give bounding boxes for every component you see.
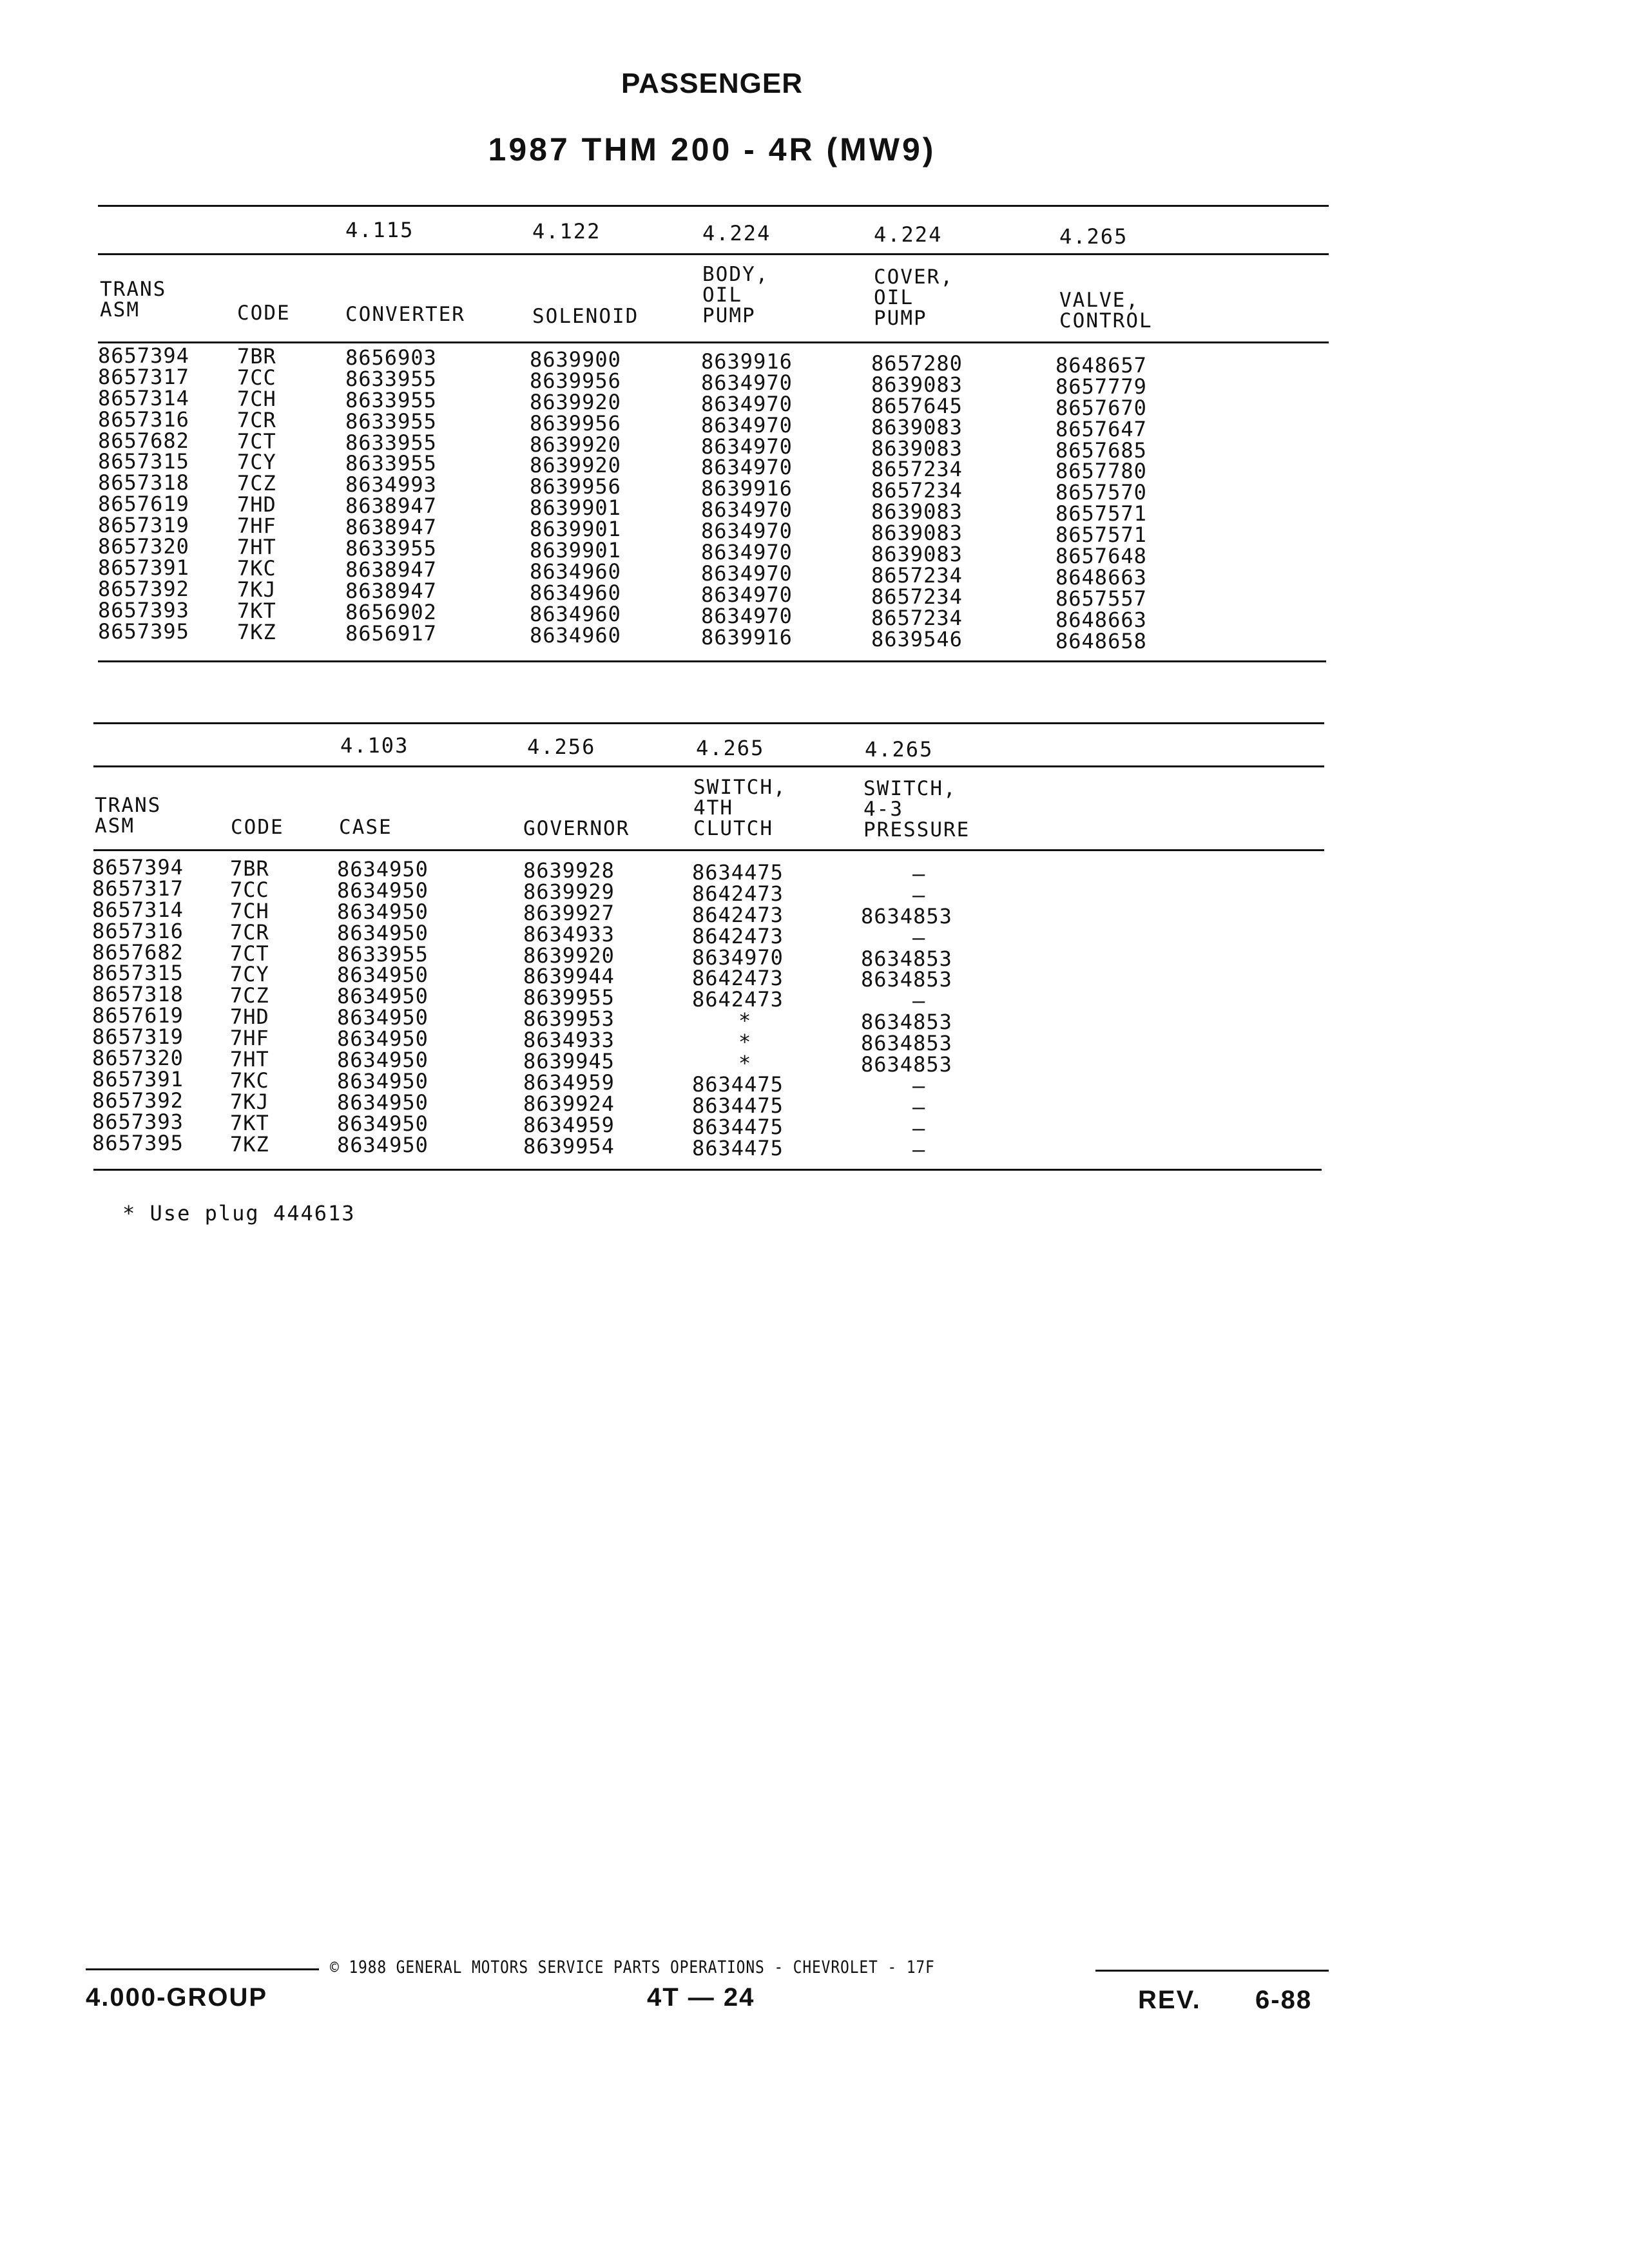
table-cell: 8634970 xyxy=(701,582,793,607)
table-cell: 7CR xyxy=(230,919,269,945)
table-cell: 8648663 xyxy=(1055,564,1147,590)
table-cell: 8639924 xyxy=(523,1091,615,1116)
table1-section-1: 4.115 xyxy=(345,218,414,242)
table-cell: 8657316 xyxy=(92,918,184,943)
table-cell: 8657571 xyxy=(1055,523,1147,548)
table-cell: – xyxy=(912,861,926,886)
table-cell: 8639083 xyxy=(871,414,963,439)
table-cell: 8657392 xyxy=(98,576,189,601)
table-cell: 8634933 xyxy=(523,1028,615,1053)
table-cell: 8639956 xyxy=(530,410,621,436)
table-cell: 8657393 xyxy=(98,597,189,622)
table-cell: 8657320 xyxy=(92,1046,184,1071)
table-cell: 8657571 xyxy=(1055,501,1147,526)
table-cell: 8657234 xyxy=(871,478,963,503)
table-cell: 7HT xyxy=(237,535,276,560)
table-cell: 8639954 xyxy=(523,1133,615,1158)
table-cell: 8634853 xyxy=(861,1010,952,1035)
table-cell: 8634950 xyxy=(337,963,429,988)
table2-col-switch-4-3-pressure xyxy=(861,863,952,1160)
table-cell: 8657779 xyxy=(1055,374,1147,399)
table1-bottom-rule xyxy=(98,660,1326,662)
table-cell: – xyxy=(912,882,926,907)
table-cell: 8657394 xyxy=(92,855,184,879)
table-cell: 8657319 xyxy=(92,1024,184,1050)
table-cell: 7KT xyxy=(237,598,276,623)
table-cell: 8634933 xyxy=(523,921,615,947)
table-cell: 8639929 xyxy=(523,879,615,904)
table-cell: 8634970 xyxy=(701,603,793,628)
table-cell: 8634970 xyxy=(701,412,793,437)
table-cell: 8634960 xyxy=(530,580,621,605)
table-cell: 8639083 xyxy=(871,436,963,461)
table1-col-valve-control xyxy=(1055,355,1147,651)
table-cell: 8657394 xyxy=(98,343,189,368)
table-cell: 8634853 xyxy=(861,1052,952,1077)
table1-header-rule xyxy=(98,341,1329,343)
table-cell: 8639901 xyxy=(530,495,621,521)
table-cell: 8639083 xyxy=(871,521,963,546)
table1-section-3: 4.224 xyxy=(702,221,771,245)
table1-section-5: 4.265 xyxy=(1059,224,1128,249)
table1-header-trans-asm: TRANS ASM xyxy=(100,278,167,322)
table-cell: 8639928 xyxy=(523,858,615,883)
table-cell: 8639916 xyxy=(701,476,793,501)
table-cell: 8634959 xyxy=(523,1070,615,1095)
table1-col-cover-oil-pump xyxy=(871,353,963,649)
table-cell: 8633955 xyxy=(345,387,437,412)
table-cell: 8639083 xyxy=(871,499,963,524)
table-cell: 8639901 xyxy=(530,517,621,542)
table-cell: 8634950 xyxy=(337,1026,429,1052)
table-cell: 8657318 xyxy=(92,982,184,1007)
table-cell: 8633955 xyxy=(345,366,437,391)
table2-header-trans-asm: TRANS ASM xyxy=(95,794,162,838)
table2-section-2: 4.256 xyxy=(527,735,596,759)
table-cell: 8657619 xyxy=(98,492,189,517)
table-cell: 7CC xyxy=(230,877,269,902)
table-cell: 8639944 xyxy=(523,964,615,989)
table1-header-solenoid: SOLENOID xyxy=(532,305,639,328)
table-cell: 7CH xyxy=(230,898,269,923)
table-cell: 7CZ xyxy=(230,983,269,1008)
table-cell: 7CY xyxy=(230,962,269,987)
page-subtitle: 1987 THM 200 - 4R (MW9) xyxy=(488,131,936,168)
table2-col-code xyxy=(230,858,269,1155)
table-cell: 8634959 xyxy=(523,1112,615,1137)
table-cell: 7CY xyxy=(237,450,276,475)
table-cell: 7KC xyxy=(230,1068,269,1093)
table2-header-switch-4-3-pressure: SWITCH, 4-3 PRESSURE xyxy=(863,777,970,841)
table-cell: 8634970 xyxy=(701,540,793,565)
table-cell: 8657393 xyxy=(92,1109,184,1134)
table-cell: 8633955 xyxy=(345,536,437,561)
table1-header-valve-control: VALVE, CONTROL xyxy=(1059,289,1153,332)
footer-left-rule xyxy=(86,1968,319,1970)
table-cell: 8638947 xyxy=(345,515,437,540)
table-cell: 7KC xyxy=(237,555,276,581)
table-cell: 7HD xyxy=(230,1004,269,1030)
table-cell: 7KJ xyxy=(230,1089,269,1114)
table-cell: 7HF xyxy=(230,1026,269,1051)
table-cell: 8657317 xyxy=(92,876,184,901)
table-cell: 8634970 xyxy=(701,434,793,459)
table-cell: 7CT xyxy=(237,428,276,454)
table-cell: 8639956 xyxy=(530,368,621,393)
table-cell: 7KJ xyxy=(237,577,276,602)
table-cell: 8634970 xyxy=(692,945,784,970)
table2-header-code: CODE xyxy=(231,816,284,839)
table-cell: 8657570 xyxy=(1055,480,1147,505)
page-title: PASSENGER xyxy=(621,68,804,99)
table1-section-2: 4.122 xyxy=(532,219,601,244)
table-cell: 8639920 xyxy=(530,453,621,478)
table-cell: 8639901 xyxy=(530,538,621,563)
table1-section-4: 4.224 xyxy=(874,222,943,247)
table-cell: – xyxy=(912,1115,926,1140)
table-cell: 8657234 xyxy=(871,584,963,609)
table-cell: 8639920 xyxy=(530,432,621,457)
table-cell: 7HT xyxy=(230,1047,269,1072)
table-cell: 8657682 xyxy=(92,939,184,965)
table-cell: 8639927 xyxy=(523,900,615,925)
table-cell: 8634960 xyxy=(530,601,621,626)
table-cell: 8639955 xyxy=(523,985,615,1010)
table1-top-rule xyxy=(98,205,1329,207)
table-cell: 8634950 xyxy=(337,984,429,1009)
table-cell: 8634475 xyxy=(692,1135,784,1160)
table-cell: 7CT xyxy=(230,941,269,966)
table-cell: 8657319 xyxy=(98,513,189,538)
table-cell: 8642473 xyxy=(692,966,784,991)
table-cell: 8634970 xyxy=(701,519,793,544)
table-cell: 8639916 xyxy=(701,624,793,649)
table-cell: 8634970 xyxy=(701,561,793,586)
table-cell: 8634853 xyxy=(861,946,952,971)
table2-header-governor: GOVERNOR xyxy=(523,817,630,840)
table-cell: 8657619 xyxy=(92,1003,184,1028)
table-cell: 8657314 xyxy=(92,897,184,922)
table-cell: 8634950 xyxy=(337,878,429,903)
table-cell: 8633955 xyxy=(345,408,437,434)
table2-top-rule xyxy=(93,722,1324,724)
table2-section-3: 4.265 xyxy=(696,736,765,760)
table-cell: 8634950 xyxy=(337,920,429,945)
table-cell: 8657395 xyxy=(98,619,189,644)
table-cell: 8657391 xyxy=(92,1066,184,1091)
table-cell: 7KZ xyxy=(237,619,276,644)
table-cell: 8657234 xyxy=(871,457,963,482)
table-cell: 8633955 xyxy=(345,430,437,455)
table-cell: 8634950 xyxy=(337,1090,429,1115)
table-cell: 7BR xyxy=(237,344,276,369)
table-cell: 8657316 xyxy=(98,407,189,432)
table-cell: 8657647 xyxy=(1055,416,1147,441)
table-cell: 7CR xyxy=(237,407,276,432)
table-cell: – xyxy=(912,1073,926,1098)
table-cell: 8634950 xyxy=(337,857,429,881)
table-cell: 8648658 xyxy=(1055,628,1147,653)
table2-header-case: CASE xyxy=(339,816,392,839)
table-cell: 8657280 xyxy=(871,351,963,376)
table-cell: 8634475 xyxy=(692,1093,784,1118)
table1-col-converter xyxy=(345,347,437,644)
table-cell: 8634950 xyxy=(337,1048,429,1073)
table-cell: 8634950 xyxy=(337,1132,429,1157)
table-cell: 8638947 xyxy=(345,578,437,603)
table-cell: 8648657 xyxy=(1055,353,1147,378)
table2-col-switch-4th-clutch xyxy=(692,862,784,1158)
table-cell: 8634853 xyxy=(861,967,952,992)
table1-col-code xyxy=(237,346,276,642)
table-cell: 8633955 xyxy=(337,941,429,966)
table2-section-rule xyxy=(93,765,1324,767)
table1-col-trans-asm xyxy=(98,345,189,642)
revision-date: 6-88 xyxy=(1255,1986,1313,2014)
table-cell: 8656917 xyxy=(345,620,437,646)
table-cell: 8639916 xyxy=(701,349,793,374)
table-cell: 8639920 xyxy=(530,389,621,414)
page-number: 4T — 24 xyxy=(647,1983,755,2012)
table-cell: 8656902 xyxy=(345,599,437,624)
table-cell: 8634950 xyxy=(337,1111,429,1136)
table-cell: 8657392 xyxy=(92,1088,184,1113)
table-cell: 8657320 xyxy=(98,534,189,559)
table-cell: 8648663 xyxy=(1055,607,1147,632)
table-cell: 8639956 xyxy=(530,474,621,499)
footnote: * Use plug 444613 xyxy=(122,1201,356,1225)
table-cell: 7CC xyxy=(237,365,276,390)
copyright-notice: © 1988 GENERAL MOTORS SERVICE PARTS OPERATIONS - CHEVROLET - 17F xyxy=(330,1957,935,1977)
table-cell: 7KT xyxy=(230,1110,269,1135)
table-cell: 8638947 xyxy=(345,494,437,519)
table-cell: * xyxy=(738,1008,752,1033)
table-cell: 8639953 xyxy=(523,1006,615,1032)
table-cell: 8642473 xyxy=(692,902,784,927)
table-cell: 8642473 xyxy=(692,987,784,1012)
table-cell: 8657685 xyxy=(1055,437,1147,463)
table1-header-code: CODE xyxy=(237,302,291,325)
table-cell: 8633955 xyxy=(345,451,437,476)
table-cell: – xyxy=(912,1094,926,1119)
table2-section-1: 4.103 xyxy=(340,733,409,758)
table-cell: 8657315 xyxy=(98,449,189,474)
table-cell: 8657682 xyxy=(98,428,189,453)
table-cell: 8657317 xyxy=(98,364,189,389)
table-cell: 8634993 xyxy=(345,472,437,497)
table-cell: 7KZ xyxy=(230,1131,269,1157)
table1-header-converter: CONVERTER xyxy=(345,303,465,326)
table-cell: 8657234 xyxy=(871,562,963,588)
table1-section-rule xyxy=(98,253,1329,255)
table-cell: 8639900 xyxy=(530,347,621,372)
table2-section-4: 4.265 xyxy=(865,737,934,762)
table-cell: 8634950 xyxy=(337,1068,429,1093)
table-cell: 8639083 xyxy=(871,372,963,397)
table-cell: 8657780 xyxy=(1055,459,1147,484)
table-cell: – xyxy=(912,1137,926,1162)
table-cell: 8639546 xyxy=(871,626,963,651)
table-cell: 8656903 xyxy=(345,345,437,370)
table-cell: 8634475 xyxy=(692,1072,784,1097)
table-cell: 8657315 xyxy=(92,961,184,986)
table-cell: 8657670 xyxy=(1055,395,1147,420)
table-cell: 8657314 xyxy=(98,385,189,410)
table-cell: * xyxy=(738,1030,752,1055)
table-cell: 8634950 xyxy=(337,1005,429,1030)
table-cell: 8657395 xyxy=(92,1130,184,1155)
table1-col-body-oil-pump xyxy=(701,351,793,648)
table-cell: 8634970 xyxy=(701,391,793,416)
table-cell: – xyxy=(912,925,926,950)
table-cell: 8638947 xyxy=(345,557,437,582)
table-cell: 8657648 xyxy=(1055,544,1147,569)
table-cell: 8657557 xyxy=(1055,586,1147,611)
table2-header-rule xyxy=(93,849,1324,851)
table2-col-case xyxy=(337,859,429,1155)
table-cell: 7CH xyxy=(237,386,276,411)
table2-col-governor xyxy=(523,860,615,1157)
table-cell: * xyxy=(738,1051,752,1076)
table-cell: 8657391 xyxy=(98,555,189,580)
table-cell: 8634960 xyxy=(530,622,621,648)
table-cell: 8634970 xyxy=(701,497,793,523)
table-cell: 8634960 xyxy=(530,559,621,584)
table-cell: 7HF xyxy=(237,514,276,539)
table-cell: 8634950 xyxy=(337,899,429,924)
revision-label: REV. xyxy=(1138,1986,1201,2014)
table2-bottom-rule xyxy=(93,1169,1322,1171)
table-cell: 8634853 xyxy=(861,1031,952,1056)
table2-col-trans-asm xyxy=(92,857,184,1153)
table1-header-body-oil-pump: BODY, OIL PUMP xyxy=(702,263,769,327)
table-cell: 7CZ xyxy=(237,471,276,496)
table-cell: 8634853 xyxy=(861,903,952,928)
table-cell: 8639945 xyxy=(523,1049,615,1074)
footer-right-rule xyxy=(1095,1970,1329,1972)
table2-header-switch-4th-clutch: SWITCH, 4TH CLUTCH xyxy=(693,776,787,840)
table-cell: 8657645 xyxy=(871,393,963,418)
table-cell: 8657318 xyxy=(98,470,189,495)
table-cell: 8639083 xyxy=(871,542,963,567)
table-cell: 8634475 xyxy=(692,860,784,885)
table-cell: 8642473 xyxy=(692,923,784,948)
table-cell: 8642473 xyxy=(692,881,784,906)
table-cell: 8634475 xyxy=(692,1114,784,1139)
table-cell: 8657234 xyxy=(871,605,963,630)
table1-col-solenoid xyxy=(530,349,621,646)
group-label: 4.000-GROUP xyxy=(86,1983,268,2012)
table-cell: 8634970 xyxy=(701,455,793,480)
table-cell: 8639920 xyxy=(523,943,615,968)
table1-header-cover-oil-pump: COVER, OIL PUMP xyxy=(874,265,954,330)
table-cell: 8634970 xyxy=(701,370,793,395)
table-cell: – xyxy=(912,988,926,1014)
table-cell: 7BR xyxy=(230,856,269,881)
table-cell: 7HD xyxy=(237,492,276,517)
